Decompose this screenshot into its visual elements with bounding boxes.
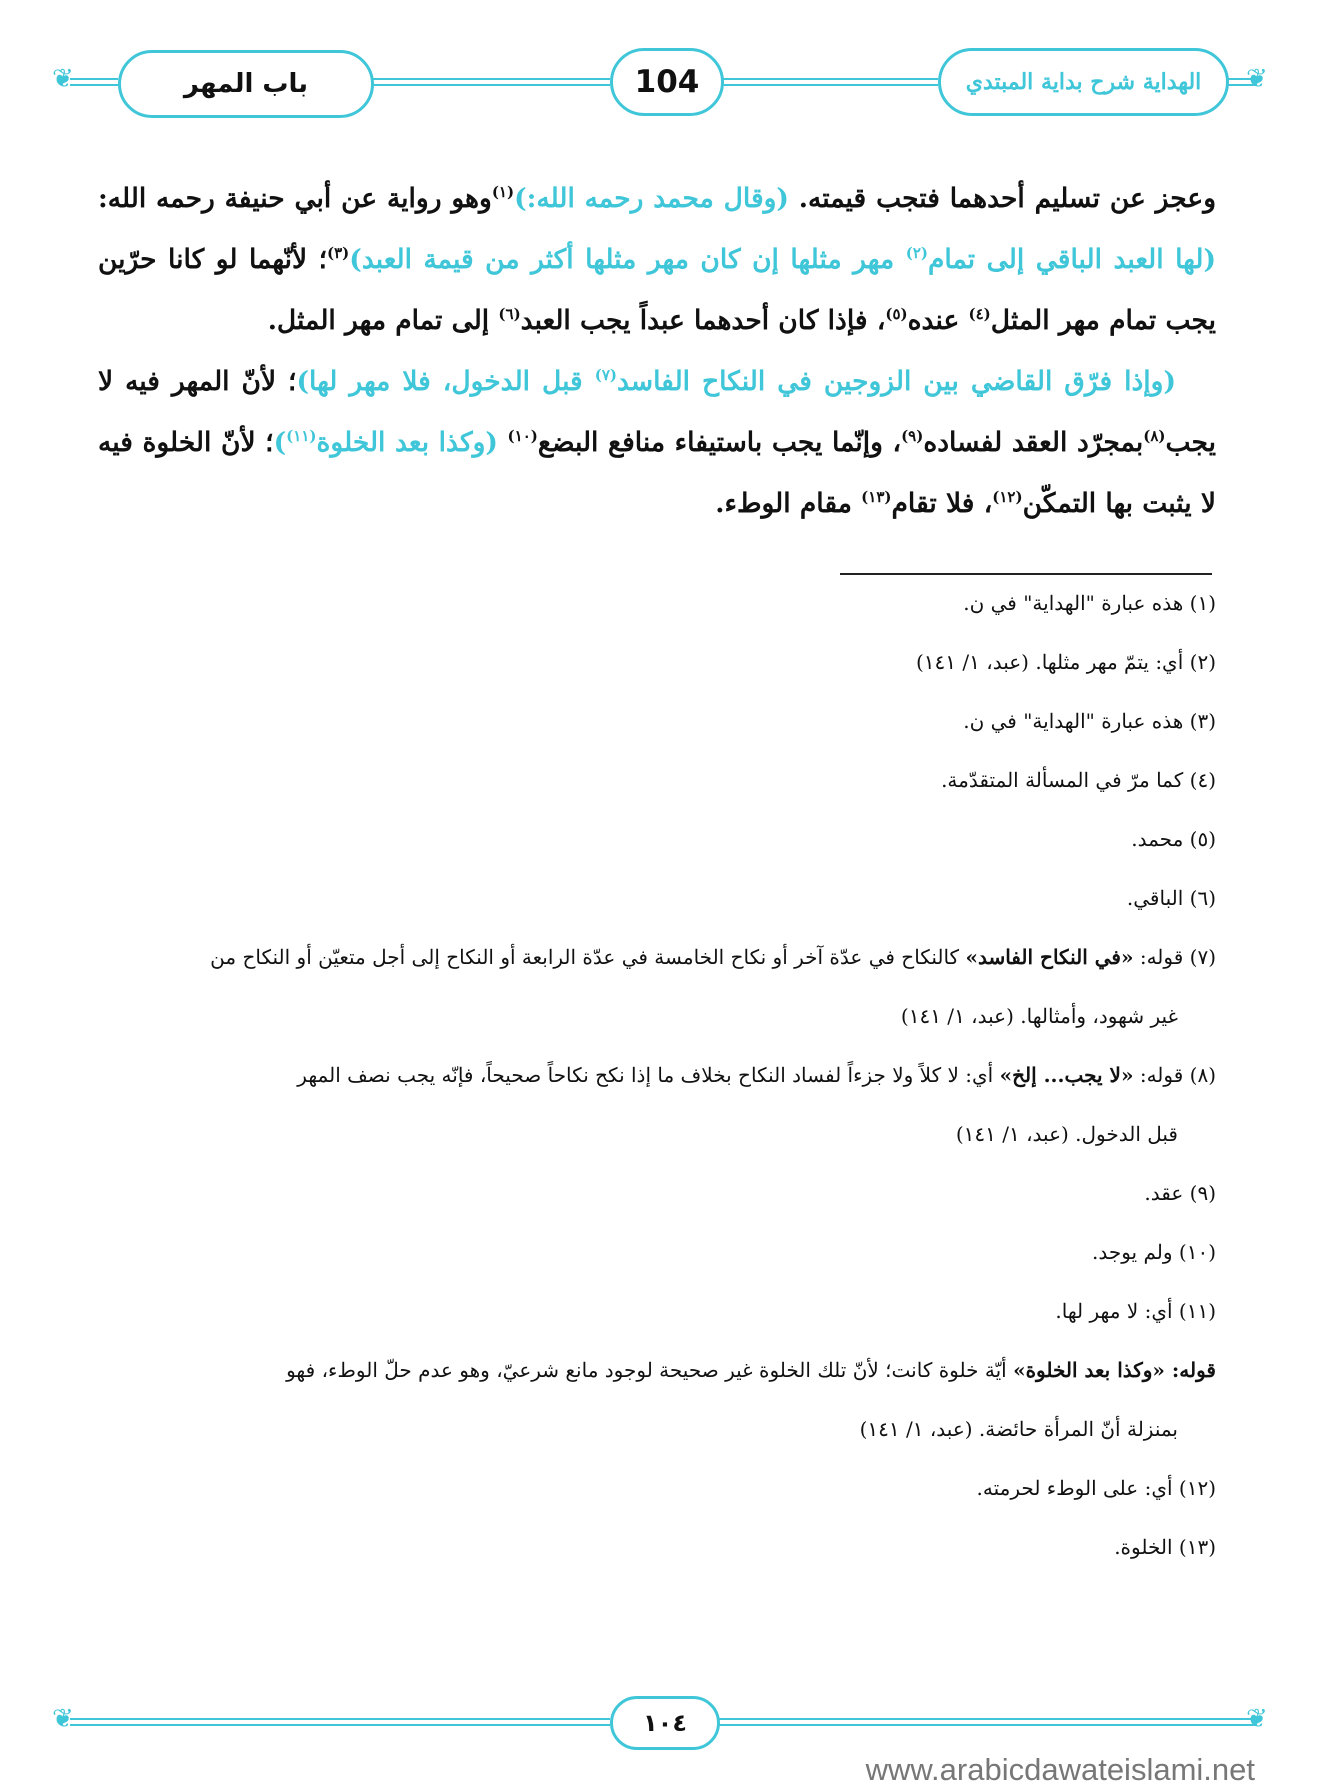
footnotes (98, 589, 1216, 1592)
footer-page-number: ١٠٤ (643, 1709, 687, 1737)
footnote-1: (١) هذه عبارة "الهداية" في ن. (963, 591, 1216, 615)
book-title-badge (938, 48, 1229, 116)
text-run: ؛ لأنّ الخلوة فيه لا يثبت بها التمكّن (98, 427, 1216, 519)
text-run: ، وإنّما يجب باستيفاء منافع البضع (537, 427, 902, 458)
footnote-lemma: «لا يجب... إلخ» (999, 1063, 1134, 1087)
page-number-badge (610, 48, 724, 116)
footnote-ref: (٢) (905, 244, 928, 262)
footnote-ref: (٨) (1143, 427, 1166, 445)
footnote-ref: (١) (491, 183, 515, 201)
quoted-text: قبل الدخول، فلا مهر لها) (296, 366, 595, 397)
text-run: بمجرّد العقد لفساده (923, 427, 1144, 458)
chapter-title: باب المهر (183, 69, 309, 99)
footnote-13: (١٣) الخلوة. (1114, 1535, 1216, 1559)
text-run: ؛ لأنّ المهر فيه لا يجب (98, 366, 1217, 458)
footnote-7 (98, 943, 1216, 1031)
footnote-lemma: «في النكاح الفاسد» (965, 945, 1134, 969)
footnote-ref: (٦) (498, 305, 521, 323)
footer-page-number-badge (610, 1696, 720, 1750)
footnote-ref: (٤) (968, 305, 991, 323)
text-run: إلى تمام مهر المثل. (267, 305, 499, 336)
book-title: الهداية شرح بداية المبتدي (965, 69, 1202, 95)
footnote-ref: (٩) (901, 427, 924, 445)
text-run: عنده (907, 305, 969, 336)
quoted-text: (وإذا فرّق القاضي بين الزوجين في النكاح الفاسد (616, 366, 1176, 397)
footnote-9: (٩) عقد. (1144, 1181, 1216, 1205)
footnote-label: (٧) قوله: (1133, 945, 1216, 969)
footnote-lemma: «وكذا بعد الخلوة» (1013, 1358, 1165, 1382)
quoted-text: مهر مثلها إن كان مهر مثلها أكثر من قيمة العبد) (349, 244, 906, 275)
chapter-title-badge (118, 50, 374, 118)
footnote-2: (٢) أي: يتمّ مهر مثلها. (عبد، ١/ ١٤١) (915, 650, 1216, 674)
quoted-text: (لها العبد الباقي إلى تمام (927, 244, 1216, 275)
text-run: وهو رواية عن أبي حنيفة رحمه الله: (98, 183, 492, 214)
quoted-text: (وقال محمد رحمه الله:) (514, 183, 789, 214)
text-run: ، فلا تقام (891, 488, 993, 519)
footer-rule-right (714, 1718, 1257, 1726)
footnote-ref: (٣) (327, 244, 350, 262)
page-number: 104 (634, 64, 700, 100)
footnote-label: (٨) قوله: (1133, 1063, 1216, 1087)
quoted-text: ) (273, 427, 287, 458)
footnote-8 (98, 1061, 1216, 1149)
header-rule-mid-left (368, 78, 610, 86)
header-ornament-left-icon: ❦ (52, 64, 74, 94)
footnote-continuation: قبل الدخول. (عبد، ١/ ١٤١) (955, 1122, 1178, 1146)
footnote-ref: (١٣) (861, 488, 892, 506)
website-url: www.arabicdawateislami.net (865, 1752, 1255, 1787)
footnote-continuation: غير شهود، وأمثالها. (عبد، ١/ ١٤١) (900, 1004, 1178, 1028)
footnote-12: (١٢) أي: على الوطء لحرمته. (976, 1476, 1216, 1500)
footnote-ref: (٥) (885, 305, 908, 323)
footnote-label: قوله: (1164, 1358, 1216, 1382)
paragraph-1 (98, 168, 1216, 351)
footnote-divider (840, 573, 1212, 575)
footnote-11: (١١) أي: لا مهر لها. (1055, 1299, 1216, 1323)
header-rule-mid-right (718, 78, 938, 86)
footnote-ref: (٧) (594, 366, 617, 384)
footer-ornament-right-icon: ❦ (1246, 1704, 1268, 1734)
footnote-11b (98, 1356, 1216, 1444)
header-rule-left (70, 78, 118, 86)
quoted-text: (وكذا بعد الخلوة (316, 427, 508, 458)
footnote-5: (٥) محمد. (1131, 827, 1216, 851)
text-run: مقام الوطء. (715, 488, 862, 519)
footnote-ref: (١٠) (507, 427, 538, 445)
main-text (98, 168, 1216, 534)
footnote-6: (٦) الباقي. (1126, 886, 1216, 910)
footnote-continuation: بمنزلة أنّ المرأة حائضة. (عبد، ١/ ١٤١) (859, 1417, 1178, 1441)
text-run: وعجز عن تسليم أحدهما فتجب قيمته. (788, 183, 1217, 214)
header-ornament-right-icon: ❦ (1246, 64, 1268, 94)
footnote-ref: (١٢) (992, 488, 1023, 506)
footer-ornament-left-icon: ❦ (52, 1704, 74, 1734)
footnote-text: كالنكاح في عدّة آخر أو نكاح الخامسة في عدّة الرابعة أو النكاح إلى أجل متعيّن أو النكاح من (210, 945, 966, 969)
footnote-text: أيّة خلوة كانت؛ لأنّ تلك الخلوة غير صحيحة لوجود مانع شرعيّ، وهو عدم حلّ الوطء، فهو (286, 1358, 1014, 1382)
paragraph-2 (98, 351, 1216, 534)
footnote-4: (٤) كما مرّ في المسألة المتقدّمة. (941, 768, 1216, 792)
text-run: ، فإذا كان أحدهما عبداً يجب العبد (520, 305, 886, 336)
footnote-text: أي: لا كلاً ولا جزءاً لفساد النكاح بخلاف ما إذا نكح نكاحاً صحيحاً، فإنّه يجب نصف المهر (297, 1063, 1000, 1087)
footnote-10: (١٠) ولم يوجد. (1092, 1240, 1216, 1264)
footnote-ref: (١١) (286, 427, 317, 445)
footnote-3: (٣) هذه عبارة "الهداية" في ن. (963, 709, 1216, 733)
text-run: ؛ لأنّهما لو كانا حرّين يجب تمام مهر المثل (98, 244, 1216, 336)
footer-rule-left (70, 1718, 610, 1726)
